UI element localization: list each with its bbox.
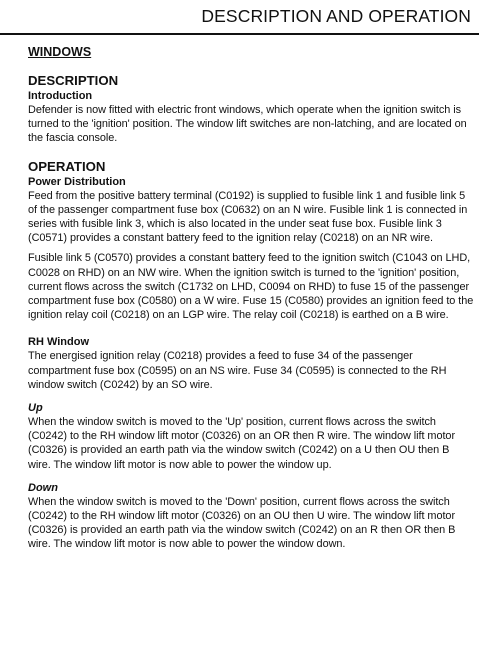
page-header-title: DESCRIPTION AND OPERATION [201, 6, 471, 26]
introduction-paragraph: Defender is now fitted with electric front windows, which operate when the ignition switch is turned to the 'ignition' position. The window lift switches are non-latching, and are located on the fascia console. [28, 104, 467, 145]
operation-section [28, 159, 474, 552]
power-distribution-heading: Power Distribution [28, 175, 126, 188]
introduction-heading: Introduction [28, 90, 93, 102]
page-content [28, 45, 474, 552]
down-heading: Down [28, 481, 58, 494]
description-heading: DESCRIPTION [28, 73, 119, 88]
up-paragraph: When the window switch is moved to the 'Up' position, current flows across the switch (C0242) to the RH window lift motor (C0326) on an OR then R wire. The window lift motor (C0326) is provided an earth path via the window switch (C0242) on a U then OU then B wire. The window lift motor is now able to power the window up. [28, 416, 456, 471]
up-heading: Up [28, 402, 43, 415]
description-section [28, 73, 474, 146]
power-distribution-paragraph-2: Fusible link 5 (C0570) provides a constant battery feed to the ignition switch (C1043 on LHD, C0028 on RHD) on an NW wire. When the ignition switch is turned to the 'ignition' position, current flows across the switch (C1732 on LHD, C0094 on RHD) to fuse 15 of the passenger compartment fuse box (C0580) on a W wire. Fuse 15 (C0580) provides an ignition feed to the ignition relay coil (C0218) on an LGP wire. The relay coil (C0218) is earthed on a B wire. [28, 252, 474, 322]
header-divider [0, 33, 479, 35]
down-paragraph: When the window switch is moved to the 'Down' position, current flows across the switch (C0242) to the RH window lift motor (C0326) on an OU then U wire. The window lift motor (C0326) is provided an earth path via the window switch (C0242) on an R then OR then B wire. The window lift motor is now able to power the window down. [28, 495, 456, 551]
section-title: WINDOWS [28, 45, 92, 59]
power-distribution-paragraph-1: Feed from the positive battery terminal (C0192) is supplied to fusible link 1 and fusible link 5 of the passenger compartment fuse box (C0632) on an N wire. Fusible link 1 is connected in series with fusible link 3, which is also located in the under seat fuse box. Fusible link 3 (C0571) provides a constant battery feed to the ignition relay (C0218) on an NR wire. [28, 189, 468, 245]
rh-window-paragraph: The energised ignition relay (C0218) provides a feed to fuse 34 of the passenger compartment fuse box (C0595) on an NS wire. Fuse 34 (C0595) is connected to the RH window switch (C0242) by an SO wire. [28, 350, 447, 391]
rh-window-heading: RH Window [28, 336, 89, 349]
operation-heading: OPERATION [28, 158, 106, 174]
